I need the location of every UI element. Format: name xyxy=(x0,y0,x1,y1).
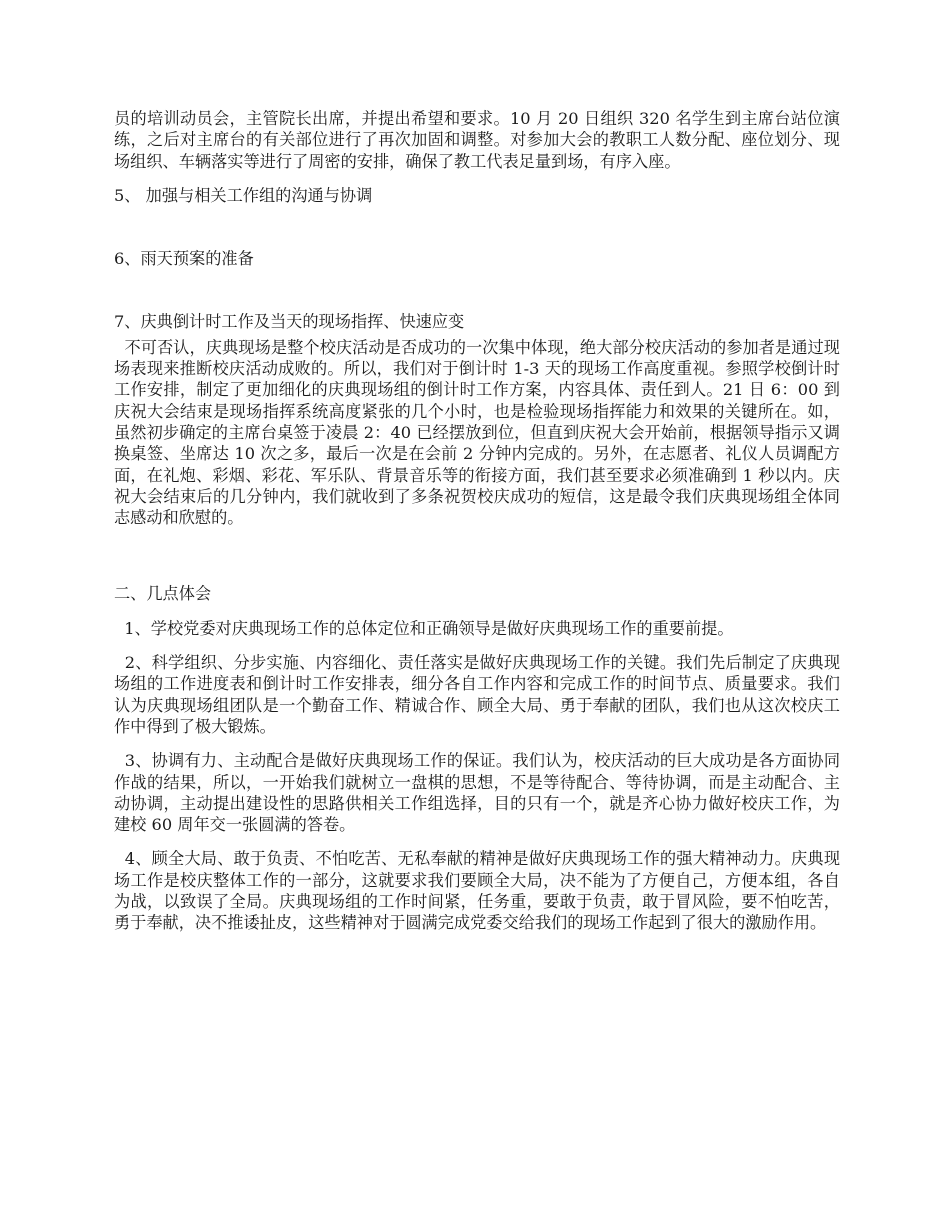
spacer xyxy=(114,541,840,583)
paragraph-point-4: 4、顾全大局、敢于负责、不怕吃苦、无私奉献的精神是做好庆典现场工作的强大精神动力。庆典现场工作是校庆整体工作的一部分，这就要求我们要顾全大局，决不能为了方便自己，方便本组，各自为战，以致误了全局。庆典现场组的工作时间紧，任务重，要敢于负责，敢于冒风险，要不怕吃苦，勇于奉献，决不推诿扯皮，这些精神对于圆满完成党委交给我们的现场工作起到了很大的激励作用。 xyxy=(114,849,841,933)
heading-item-7: 7、庆典倒计时工作及当天的现场指挥、快速应变 xyxy=(114,312,465,332)
spacer xyxy=(114,206,840,248)
paragraph-point-2: 2、科学组织、分步实施、内容细化、责任落实是做好庆典现场工作的关键。我们先后制定了庆典现场组的工作进度表和倒计时工作安排表，细分各自工作内容和完成工作的时间节点、质量要求。我们认为庆典现场组团队是一个勤奋工作、精诚合作、顾全大局、勇于奉献的团队，我们也从这次校庆工作中得到了极大锻炼。 xyxy=(114,653,841,736)
paragraph-countdown: 不可否认，庆典现场是整个校庆活动是否成功的一次集中体现，绝大部分校庆活动的参加者是通过现场表现来推断校庆活动成败的。所以，我们对于倒计时 1-3 天的现场工作高度重视。参照学校倒计时工作安排，制定了更加细化的庆典现场组的倒计时工作方案，内容具体、责任到人。21 日 6：00 到庆祝大会结束是现场指挥系统高度紧张的几个小时，也是检验现场指挥能力和效果的关键所在。如，虽然初步确定的主席台桌签于凌晨 2：40 已经摆放到位，但直到庆祝大会开始前，根据领导指示又调换桌签、坐席达 10 次之多，最后一次是在会前 2 分钟内完成的。另外，在志愿者、礼仪人员调配方面，在礼炮、彩烟、彩花、军乐队、背景音乐等的衔接方面，我们甚至要求必须准确到 1 秒以内。庆祝大会结束后的几分钟内，我们就收到了多条祝贺校庆成功的短信，这是最令我们庆典现场组全体同志感动和欣慰的。 xyxy=(114,337,840,528)
paragraph-point-1: 1、学校党委对庆典现场工作的总体定位和正确领导是做好庆典现场工作的重要前提。 xyxy=(114,618,734,638)
heading-item-5: 5、 加强与相关工作组的沟通与协调 xyxy=(114,185,373,205)
heading-section-two: 二、几点体会 xyxy=(114,584,212,604)
paragraph-training-arrangement: 员的培训动员会，主管院长出席，并提出希望和要求。10 月 20 日组织 320 名学生到主席台站位演练，之后对主席台的有关部位进行了再次加固和调整。对参加大会的教职工人数分配、座位划分、现场组织、车辆落实等进行了周密的安排，确保了教工代表足量到场，有序入座。 xyxy=(114,109,840,171)
document-page xyxy=(114,108,840,947)
spacer xyxy=(114,269,840,311)
paragraph-point-3: 3、协调有力、主动配合是做好庆典现场工作的保证。我们认为，校庆活动的巨大成功是各方面协同作战的结果，所以，一开始我们就树立一盘棋的思想，不是等待配合、等待协调，而是主动配合、主动协调，主动提出建设性的思路供相关工作组选择，目的只有一个，就是齐心协力做好校庆工作，为建校 60 周年交一张圆满的答卷。 xyxy=(114,751,841,835)
heading-item-6: 6、雨天预案的准备 xyxy=(114,249,254,269)
